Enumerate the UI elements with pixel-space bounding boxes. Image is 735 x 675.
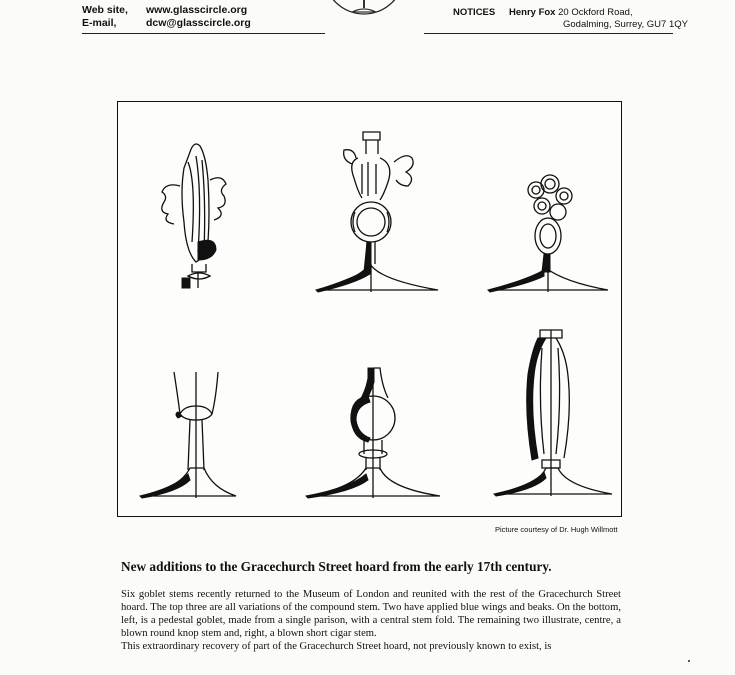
header-contact	[82, 4, 251, 30]
goblet-stem-compound-centre	[316, 132, 438, 292]
glass-circle-logo	[322, 0, 406, 40]
goblet-stem-winged-left	[162, 144, 226, 288]
picture-credit: Picture courtesy of Dr. Hugh Willmott	[495, 525, 618, 534]
header-notices	[453, 7, 688, 31]
article-title: New additions to the Gracechurch Street hoard from the early 17th century.	[121, 559, 552, 574]
header-rule-right	[424, 33, 673, 34]
notices-address-2: Godalming, Surrey, GU7 1QY	[563, 19, 688, 30]
article-paragraph-2: This extraordinary recovery of part of the Gracechurch Street hoard, not previously known to exist, is	[121, 641, 552, 653]
website-link[interactable]: www.glasscircle.org	[146, 4, 248, 16]
margin-dot	[688, 660, 690, 662]
website-label: Web site,	[82, 4, 128, 16]
email-label: E-mail,	[82, 17, 117, 29]
goblet-round-knop-centre	[306, 368, 440, 498]
notices-label: NOTICES	[453, 7, 496, 18]
article-body	[121, 588, 621, 653]
header-rule-left	[82, 33, 325, 34]
article-paragraph-1: Six goblet stems recently returned to the Museum of London and reunited with the rest of the Gracechurch Street hoard. The top three are all variations of the compound stem. Two have applied blue wings and beaks. On the bottom, left, is a pedestal goblet, made from a single parison, with a central stem fold. The remaining two illustrate, centre, a blown round knop stem and, right, a blown short cigar stem.	[121, 589, 621, 640]
goblet-stem-compound-right	[488, 175, 608, 292]
goblet-cigar-stem-right	[494, 330, 612, 496]
goblet-drawings	[118, 102, 620, 515]
notices-address-1: 20 Ockford Road,	[558, 7, 633, 18]
goblet-pedestal-left	[140, 372, 236, 498]
email-link[interactable]: dcw@glasscircle.org	[146, 17, 251, 29]
notices-name: Henry Fox	[509, 7, 556, 18]
goblet-illustration-frame	[117, 101, 622, 517]
